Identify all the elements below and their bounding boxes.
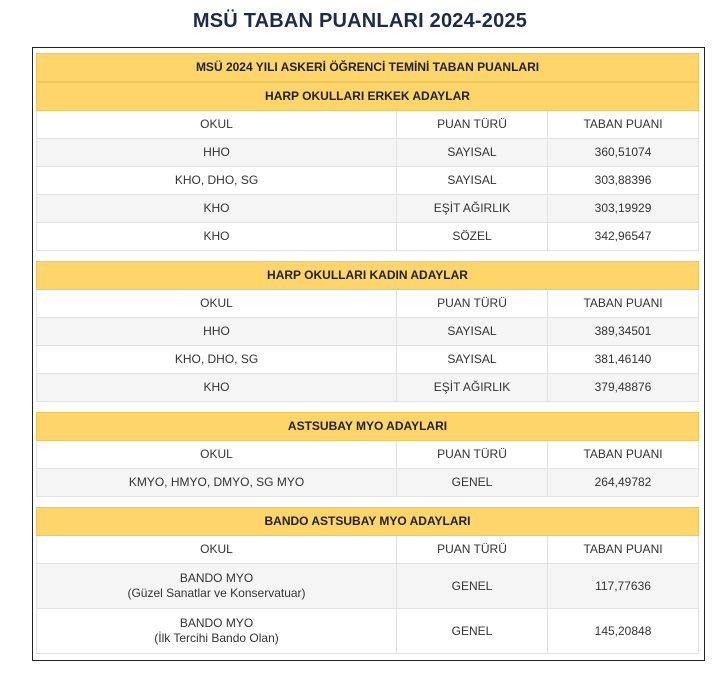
- cell-okul: [37, 318, 397, 346]
- cell-taban-puani: 379,48876: [548, 374, 699, 402]
- okul-note: (Güzel Sanatlar ve Konservatuar): [127, 586, 306, 600]
- okul-name: KHO: [203, 229, 230, 243]
- page-title: MSÜ TABAN PUANLARI 2024-2025: [192, 10, 528, 32]
- cell-okul: [37, 609, 397, 654]
- cell-taban-puani: 117,77636: [548, 564, 699, 609]
- table-row: [37, 139, 699, 167]
- table-title-row: [37, 54, 699, 82]
- table-row: [37, 346, 699, 374]
- cell-okul: [37, 374, 397, 402]
- section-header-row: [37, 413, 699, 441]
- cell-puan-turu: SAYISAL: [397, 139, 548, 167]
- cell-okul: [37, 223, 397, 251]
- okul-name: BANDO MYO: [179, 616, 254, 630]
- section-title: HARP OKULLARI KADIN ADAYLAR: [37, 262, 699, 290]
- column-header-taban-puani: TABAN PUANI: [548, 290, 699, 318]
- cell-okul: [37, 469, 397, 497]
- okul-name: KHO: [203, 380, 230, 394]
- column-header-okul: OKUL: [37, 536, 397, 564]
- section-header-row: [37, 262, 699, 290]
- column-header-taban-puani: TABAN PUANI: [548, 536, 699, 564]
- table-row: [37, 469, 699, 497]
- okul-note: (İlk Tercihi Bando Olan): [154, 631, 279, 645]
- cell-taban-puani: 381,46140: [548, 346, 699, 374]
- okul-name: HHO: [203, 145, 230, 159]
- section-title: BANDO ASTSUBAY MYO ADAYLARI: [37, 508, 699, 536]
- section-title: ASTSUBAY MYO ADAYLARI: [37, 413, 699, 441]
- cell-okul: [37, 195, 397, 223]
- column-header-row: [37, 290, 699, 318]
- cell-puan-turu: EŞİT AĞIRLIK: [397, 374, 548, 402]
- okul-name: KHO, DHO, SG: [174, 173, 259, 187]
- table-main-header: [36, 53, 699, 82]
- section-gap: [36, 497, 698, 507]
- column-header-row: [37, 441, 699, 469]
- cell-puan-turu: GENEL: [397, 469, 548, 497]
- section-table: [36, 507, 699, 654]
- section-table: [36, 412, 699, 497]
- table-row: [37, 167, 699, 195]
- section-table: [36, 261, 699, 402]
- cell-taban-puani: 145,20848: [548, 609, 699, 654]
- table-row: [37, 195, 699, 223]
- cell-puan-turu: SÖZEL: [397, 223, 548, 251]
- cell-puan-turu: EŞİT AĞIRLIK: [397, 195, 548, 223]
- column-header-taban-puani: TABAN PUANI: [548, 111, 699, 139]
- cell-puan-turu: SAYISAL: [397, 167, 548, 195]
- column-header-row: [37, 111, 699, 139]
- cell-okul: [37, 346, 397, 374]
- table-row: [37, 374, 699, 402]
- table-row: [37, 609, 699, 654]
- section-table: [36, 82, 699, 251]
- cell-taban-puani: 303,88396: [548, 167, 699, 195]
- cell-puan-turu: GENEL: [397, 609, 548, 654]
- table-row: [37, 223, 699, 251]
- section-gap: [36, 251, 698, 261]
- column-header-puan-turu: PUAN TÜRÜ: [397, 111, 548, 139]
- score-table-frame: [32, 47, 705, 661]
- cell-taban-puani: 360,51074: [548, 139, 699, 167]
- column-header-okul: OKUL: [37, 111, 397, 139]
- section-gap: [36, 402, 698, 412]
- cell-puan-turu: SAYISAL: [397, 318, 548, 346]
- cell-taban-puani: 303,19929: [548, 195, 699, 223]
- cell-taban-puani: 389,34501: [548, 318, 699, 346]
- cell-taban-puani: 342,96547: [548, 223, 699, 251]
- column-header-taban-puani: TABAN PUANI: [548, 441, 699, 469]
- column-header-puan-turu: PUAN TÜRÜ: [397, 441, 548, 469]
- column-header-puan-turu: PUAN TÜRÜ: [397, 290, 548, 318]
- cell-puan-turu: GENEL: [397, 564, 548, 609]
- cell-okul: [37, 167, 397, 195]
- table-row: [37, 564, 699, 609]
- column-header-puan-turu: PUAN TÜRÜ: [397, 536, 548, 564]
- cell-taban-puani: 264,49782: [548, 469, 699, 497]
- column-header-okul: OKUL: [37, 290, 397, 318]
- okul-name: BANDO MYO: [179, 571, 254, 585]
- cell-okul: [37, 139, 397, 167]
- cell-okul: [37, 564, 397, 609]
- okul-name: KHO, DHO, SG: [174, 352, 259, 366]
- section-header-row: [37, 508, 699, 536]
- section-header-row: [37, 83, 699, 111]
- okul-name: KMYO, HMYO, DMYO, SG MYO: [128, 475, 305, 489]
- okul-name: KHO: [203, 201, 230, 215]
- score-table: [36, 53, 698, 654]
- column-header-row: [37, 536, 699, 564]
- column-header-okul: OKUL: [37, 441, 397, 469]
- cell-puan-turu: SAYISAL: [397, 346, 548, 374]
- section-title: HARP OKULLARI ERKEK ADAYLAR: [37, 83, 699, 111]
- table-row: [37, 318, 699, 346]
- table-title: MSÜ 2024 YILI ASKERİ ÖĞRENCİ TEMİNİ TABAN PUANLARI: [37, 54, 699, 82]
- okul-name: HHO: [203, 324, 230, 338]
